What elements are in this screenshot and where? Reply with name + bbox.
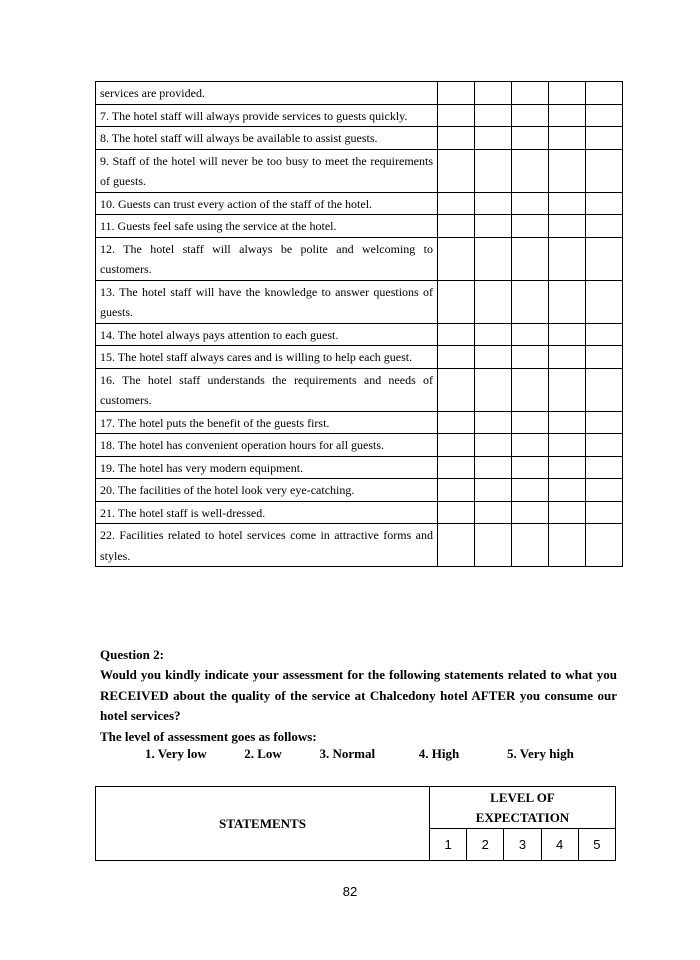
rating-cell-1[interactable] xyxy=(438,524,475,567)
survey-row xyxy=(96,149,623,192)
rating-cell-2[interactable] xyxy=(475,346,512,369)
rating-cell-4[interactable] xyxy=(549,237,586,280)
rating-cell-3[interactable] xyxy=(512,368,549,411)
rating-cell-5[interactable] xyxy=(586,323,623,346)
rating-cell-4[interactable] xyxy=(549,479,586,502)
question-2-block xyxy=(100,645,617,747)
rating-cell-2[interactable] xyxy=(475,215,512,238)
rating-cell-2[interactable] xyxy=(475,411,512,434)
level-column-1: 1 xyxy=(430,829,467,861)
survey-row xyxy=(96,346,623,369)
rating-cell-5[interactable] xyxy=(586,501,623,524)
rating-cell-5[interactable] xyxy=(586,104,623,127)
rating-cell-5[interactable] xyxy=(586,237,623,280)
survey-row xyxy=(96,411,623,434)
rating-cell-3[interactable] xyxy=(512,280,549,323)
survey-row xyxy=(96,368,623,411)
rating-cell-2[interactable] xyxy=(475,501,512,524)
rating-cell-2[interactable] xyxy=(475,368,512,411)
rating-cell-2[interactable] xyxy=(475,82,512,105)
rating-cell-4[interactable] xyxy=(549,104,586,127)
rating-cell-5[interactable] xyxy=(586,82,623,105)
rating-cell-5[interactable] xyxy=(586,280,623,323)
survey-row xyxy=(96,524,623,567)
rating-cell-2[interactable] xyxy=(475,127,512,150)
rating-cell-2[interactable] xyxy=(475,434,512,457)
level-column-5: 5 xyxy=(578,829,615,861)
statement-text: 7. The hotel staff will always provide services to guests quickly. xyxy=(96,104,438,127)
rating-cell-1[interactable] xyxy=(438,127,475,150)
rating-cell-4[interactable] xyxy=(549,323,586,346)
rating-cell-5[interactable] xyxy=(586,215,623,238)
statement-text: 9. Staff of the hotel will never be too busy to meet the requirements of guests. xyxy=(96,149,438,192)
rating-cell-2[interactable] xyxy=(475,104,512,127)
rating-cell-4[interactable] xyxy=(549,368,586,411)
rating-cell-2[interactable] xyxy=(475,237,512,280)
rating-cell-2[interactable] xyxy=(475,323,512,346)
rating-cell-1[interactable] xyxy=(438,215,475,238)
statement-text: 20. The facilities of the hotel look very eye-catching. xyxy=(96,479,438,502)
rating-cell-3[interactable] xyxy=(512,192,549,215)
rating-cell-5[interactable] xyxy=(586,192,623,215)
statement-text: 17. The hotel puts the benefit of the guests first. xyxy=(96,411,438,434)
rating-cell-5[interactable] xyxy=(586,456,623,479)
rating-cell-4[interactable] xyxy=(549,149,586,192)
rating-cell-3[interactable] xyxy=(512,411,549,434)
rating-cell-5[interactable] xyxy=(586,127,623,150)
level-5: 5. Very high xyxy=(507,746,574,761)
rating-cell-4[interactable] xyxy=(549,346,586,369)
question-2-heading: Question 2: xyxy=(100,647,164,662)
statement-text: 8. The hotel staff will always be available to assist guests. xyxy=(96,127,438,150)
statement-text: 18. The hotel has convenient operation hours for all guests. xyxy=(96,434,438,457)
survey-row xyxy=(96,237,623,280)
rating-cell-3[interactable] xyxy=(512,237,549,280)
survey-row xyxy=(96,501,623,524)
scale-intro: The level of assessment goes as follows: xyxy=(100,728,317,744)
rating-cell-3[interactable] xyxy=(512,82,549,105)
rating-cell-1[interactable] xyxy=(438,192,475,215)
statement-text: services are provided. xyxy=(96,82,438,105)
rating-cell-1[interactable] xyxy=(438,323,475,346)
rating-cell-1[interactable] xyxy=(438,82,475,105)
statement-text: 15. The hotel staff always cares and is willing to help each guest. xyxy=(96,346,438,369)
survey-row xyxy=(96,127,623,150)
rating-cell-3[interactable] xyxy=(512,215,549,238)
question-2-prompt: Would you kindly indicate your assessment for the following statements related to what you RECEIVED about the quality of the service at Chalcedony hotel AFTER you consume our hotel services? xyxy=(100,667,617,724)
level-1: 1. Very low xyxy=(145,746,207,761)
rating-cell-1[interactable] xyxy=(438,237,475,280)
survey-row xyxy=(96,104,623,127)
rating-cell-3[interactable] xyxy=(512,524,549,567)
rating-cell-5[interactable] xyxy=(586,149,623,192)
statement-text: 11. Guests feel safe using the service at the hotel. xyxy=(96,215,438,238)
survey-row xyxy=(96,280,623,323)
rating-cell-3[interactable] xyxy=(512,346,549,369)
rating-cell-1[interactable] xyxy=(438,368,475,411)
survey-row xyxy=(96,479,623,502)
rating-cell-5[interactable] xyxy=(586,524,623,567)
statement-text: 16. The hotel staff understands the requirements and needs of customers. xyxy=(96,368,438,411)
level-column-4: 4 xyxy=(541,829,578,861)
statement-text: 19. The hotel has very modern equipment. xyxy=(96,456,438,479)
rating-cell-3[interactable] xyxy=(512,104,549,127)
level-4: 4. High xyxy=(418,746,460,761)
survey-row xyxy=(96,215,623,238)
rating-cell-1[interactable] xyxy=(438,346,475,369)
survey-row xyxy=(96,456,623,479)
rating-cell-4[interactable] xyxy=(549,501,586,524)
rating-cell-5[interactable] xyxy=(586,411,623,434)
statement-text: 21. The hotel staff is well-dressed. xyxy=(96,501,438,524)
rating-cell-4[interactable] xyxy=(549,434,586,457)
rating-cell-1[interactable] xyxy=(438,411,475,434)
level-column-3: 3 xyxy=(504,829,541,861)
statement-text: 10. Guests can trust every action of the staff of the hotel. xyxy=(96,192,438,215)
rating-cell-5[interactable] xyxy=(586,368,623,411)
rating-cell-4[interactable] xyxy=(549,192,586,215)
survey-row xyxy=(96,323,623,346)
assessment-levels xyxy=(145,746,574,762)
statement-text: 14. The hotel always pays attention to each guest. xyxy=(96,323,438,346)
level-2: 2. Low xyxy=(244,746,282,761)
rating-cell-2[interactable] xyxy=(475,149,512,192)
level-column-2: 2 xyxy=(467,829,504,861)
survey-row xyxy=(96,82,623,105)
rating-cell-1[interactable] xyxy=(438,149,475,192)
rating-cell-1[interactable] xyxy=(438,456,475,479)
assessment-header-table xyxy=(95,786,616,861)
rating-cell-4[interactable] xyxy=(549,411,586,434)
rating-cell-3[interactable] xyxy=(512,501,549,524)
rating-cell-3[interactable] xyxy=(512,149,549,192)
rating-cell-2[interactable] xyxy=(475,479,512,502)
statement-text: 12. The hotel staff will always be polite and welcoming to customers. xyxy=(96,237,438,280)
level-3: 3. Normal xyxy=(319,746,376,761)
rating-cell-5[interactable] xyxy=(586,479,623,502)
survey-row xyxy=(96,192,623,215)
rating-cell-4[interactable] xyxy=(549,82,586,105)
rating-cell-4[interactable] xyxy=(549,127,586,150)
rating-cell-5[interactable] xyxy=(586,434,623,457)
rating-cell-4[interactable] xyxy=(549,280,586,323)
rating-cell-5[interactable] xyxy=(586,346,623,369)
level-of-expectation-header xyxy=(430,787,616,829)
rating-cell-1[interactable] xyxy=(438,479,475,502)
survey-row xyxy=(96,434,623,457)
rating-cell-4[interactable] xyxy=(549,524,586,567)
statements-header: STATEMENTS xyxy=(96,787,430,861)
rating-cell-3[interactable] xyxy=(512,434,549,457)
rating-cell-2[interactable] xyxy=(475,280,512,323)
rating-cell-1[interactable] xyxy=(438,501,475,524)
rating-cell-2[interactable] xyxy=(475,456,512,479)
rating-cell-2[interactable] xyxy=(475,192,512,215)
rating-cell-3[interactable] xyxy=(512,456,549,479)
rating-cell-3[interactable] xyxy=(512,323,549,346)
statement-text: 13. The hotel staff will have the knowledge to answer questions of guests. xyxy=(96,280,438,323)
rating-cell-2[interactable] xyxy=(475,524,512,567)
rating-cell-4[interactable] xyxy=(549,215,586,238)
rating-cell-3[interactable] xyxy=(512,127,549,150)
level-header-line-1: LEVEL OF xyxy=(490,789,555,805)
survey-table xyxy=(95,81,623,567)
rating-cell-3[interactable] xyxy=(512,479,549,502)
rating-cell-1[interactable] xyxy=(438,104,475,127)
level-header-line-2: EXPECTATION xyxy=(475,809,570,825)
page-number: 82 xyxy=(342,884,358,899)
rating-cell-1[interactable] xyxy=(438,280,475,323)
statement-text: 22. Facilities related to hotel services come in attractive forms and styles. xyxy=(96,524,438,567)
rating-cell-4[interactable] xyxy=(549,456,586,479)
rating-cell-1[interactable] xyxy=(438,434,475,457)
